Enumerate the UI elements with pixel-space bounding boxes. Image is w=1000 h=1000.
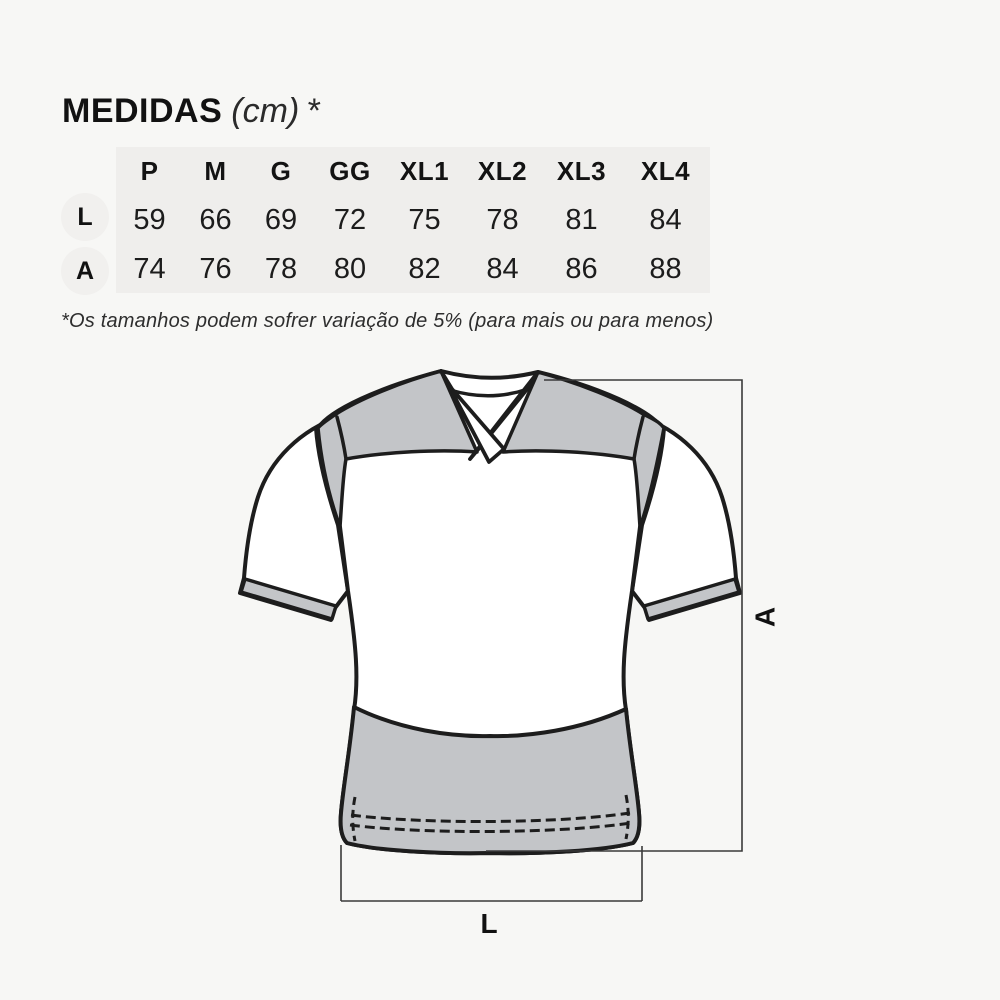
height-value: 80 — [333, 252, 367, 285]
size-col-header: GG — [329, 156, 371, 186]
length-value: 69 — [264, 204, 298, 236]
height-value: 84 — [486, 252, 519, 285]
title-unit: (cm) — [231, 92, 300, 130]
row-label-height: A — [61, 247, 109, 295]
length-value: 84 — [649, 204, 682, 236]
length-measure-label: L — [480, 908, 498, 939]
height-value: 88 — [649, 252, 682, 285]
title-asterisk: * — [306, 92, 320, 130]
title-main: MEDIDAS — [62, 92, 223, 130]
length-value: 81 — [565, 204, 598, 236]
size-col-header: G — [270, 156, 292, 186]
size-variation-footnote: *Os tamanhos podem sofrer variação de 5% (para mais ou para menos) — [61, 310, 714, 332]
length-value: 78 — [486, 204, 519, 236]
row-label-length: L — [61, 193, 109, 241]
height-value: 76 — [199, 252, 232, 285]
height-value: 86 — [565, 252, 598, 285]
size-col-header: XL3 — [556, 156, 607, 186]
size-col-header: M — [204, 156, 227, 186]
length-value: 59 — [133, 204, 166, 236]
height-measure-label: A — [749, 606, 781, 628]
height-value: 78 — [264, 252, 298, 285]
height-value: 74 — [133, 252, 166, 285]
size-col-header: XL4 — [640, 156, 691, 186]
length-value: 75 — [408, 204, 441, 236]
length-value: 72 — [333, 204, 367, 236]
size-col-header: XL1 — [399, 156, 450, 186]
size-col-header: XL2 — [477, 156, 528, 186]
size-col-header: P — [140, 156, 159, 186]
length-value: 66 — [199, 204, 232, 236]
height-value: 82 — [408, 252, 441, 285]
